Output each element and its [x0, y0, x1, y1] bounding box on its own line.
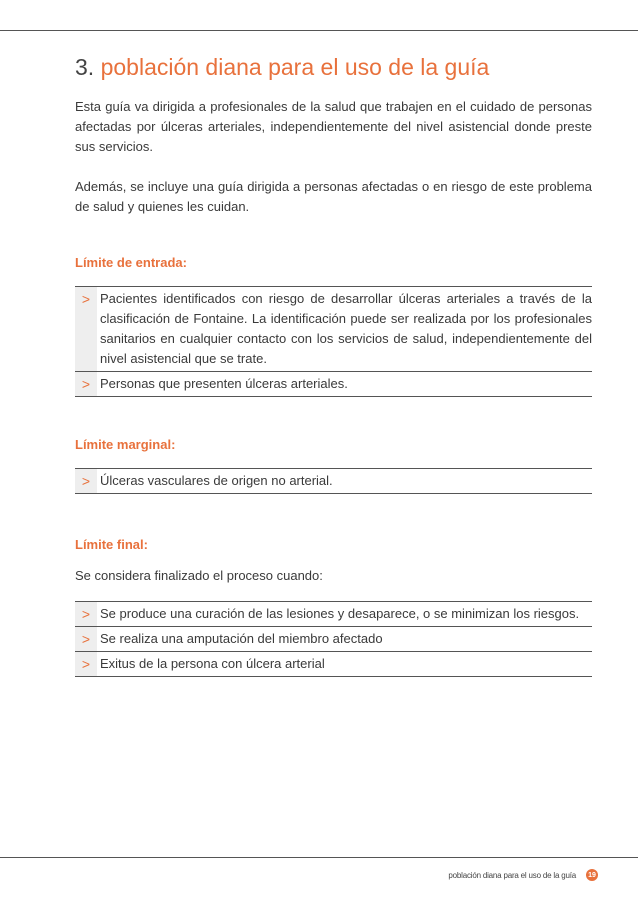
- list-item-text: Personas que presenten úlceras arteriales.: [100, 376, 348, 391]
- entrada-list: [75, 286, 592, 397]
- entrada-title: Límite de entrada:: [75, 255, 187, 270]
- final-intro: Se considera finalizado el proceso cuando:: [75, 568, 323, 583]
- marginal-list: [75, 468, 592, 494]
- page-content: [75, 52, 592, 677]
- marginal-title: Límite marginal:: [75, 437, 176, 452]
- list-item: [75, 287, 592, 372]
- chevron-right-icon: >: [75, 652, 97, 676]
- section-title: población diana para el uso de la guía: [100, 54, 490, 80]
- list-item-text: Se realiza una amputación del miembro afectado: [100, 631, 383, 646]
- list-item: [75, 469, 592, 494]
- footer-text: población diana para el uso de la guía: [448, 870, 576, 880]
- chevron-right-icon: >: [75, 627, 97, 651]
- chevron-right-icon: >: [75, 287, 97, 371]
- list-item: [75, 372, 592, 397]
- list-item-text: Úlceras vasculares de origen no arterial.: [100, 473, 333, 488]
- intro-paragraph-2: Además, se incluye una guía dirigida a personas afectadas o en riesgo de este problema de salud y quienes les cuidan.: [75, 179, 592, 214]
- page-number-badge: 19: [586, 869, 598, 881]
- list-item-text: Se produce una curación de las lesiones y desaparece, o se minimizan los riesgos.: [100, 606, 580, 621]
- page-title: [75, 52, 592, 82]
- chevron-right-icon: >: [75, 602, 97, 626]
- footer-rule: [0, 857, 638, 858]
- list-item: [75, 652, 592, 677]
- list-item-text: Exitus de la persona con úlcera arterial: [100, 656, 325, 671]
- page-footer: [448, 869, 598, 881]
- list-item: [75, 627, 592, 652]
- chevron-right-icon: >: [75, 469, 97, 493]
- final-title: Límite final:: [75, 537, 148, 552]
- section-number: 3.: [75, 54, 95, 80]
- top-rule: [0, 30, 638, 31]
- chevron-right-icon: >: [75, 372, 97, 396]
- final-list: [75, 601, 592, 677]
- intro-paragraph-1: Esta guía va dirigida a profesionales de la salud que trabajen en el cuidado de personas afectadas por úlceras arteriales, independientemente del nivel asistencial donde preste sus servicios.: [75, 99, 592, 154]
- list-item: [75, 602, 592, 627]
- list-item-text: Pacientes identificados con riesgo de desarrollar úlceras arteriales a través de la clasificación de Fontaine. La identificación puede ser realizada por los profesionales sanitarios en cualquier contacto con los servicios de salud, independientemente del nivel asistencial que se trate.: [100, 291, 592, 366]
